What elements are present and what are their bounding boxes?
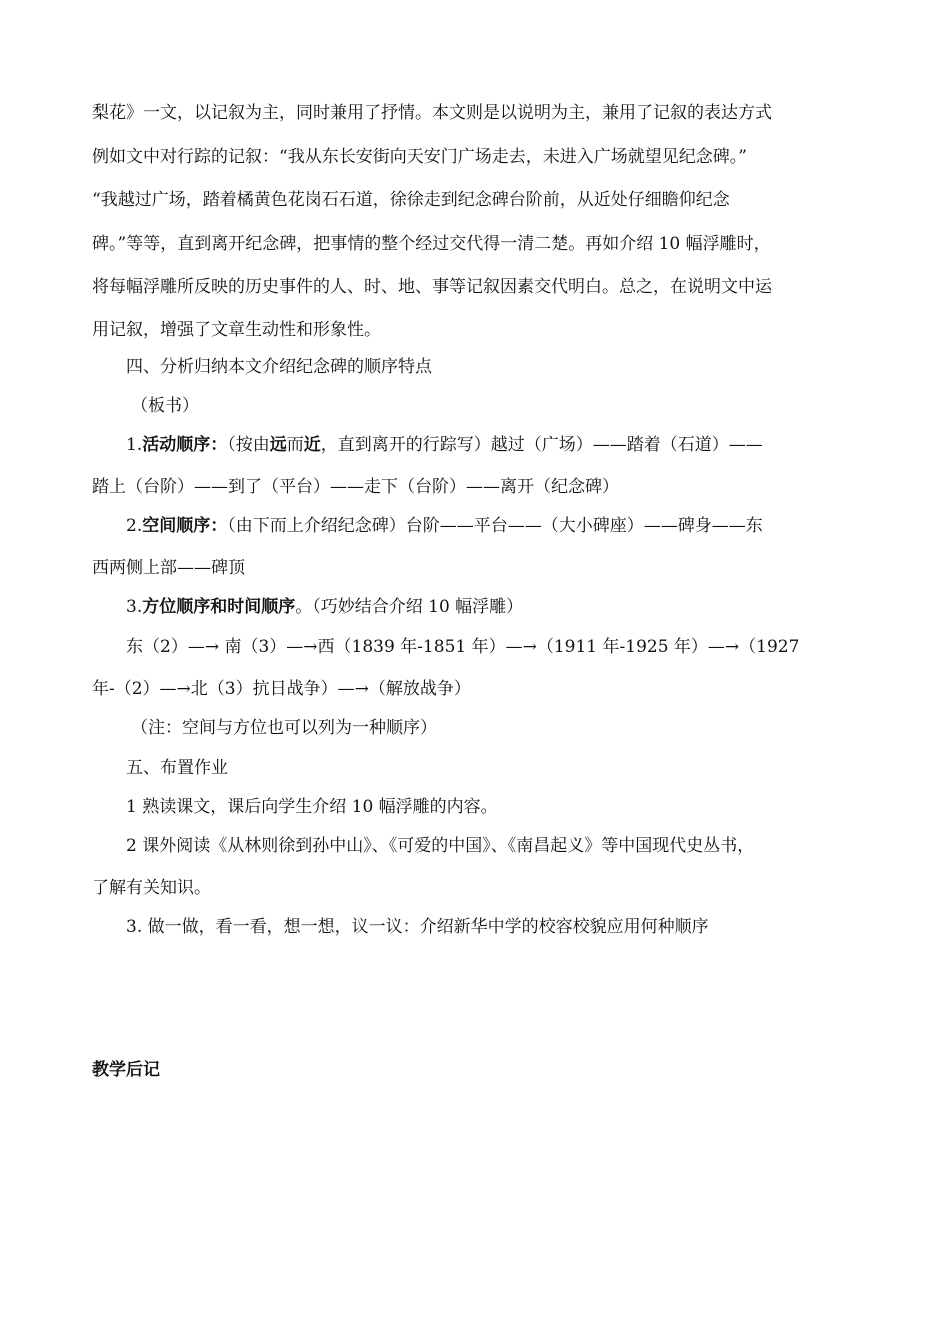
paragraph-line-3: “我越过广场，踏着橘黄色花岗石石道，徐徐走到纪念碑台阶前，从近处仔细瞻仰纪念 bbox=[92, 190, 730, 210]
item1-emph-far: 远 bbox=[269, 435, 287, 455]
item2-line bbox=[126, 515, 763, 537]
item1-line-2: 踏上（台阶）——到了（平台）——走下（台阶）——离开（纪念碑） bbox=[92, 477, 619, 497]
homework-2-line-2: 了解有关知识。 bbox=[92, 878, 211, 898]
item2-title: 空间顺序： bbox=[142, 516, 228, 536]
paragraph-line-4: 碑。”等等，直到离开纪念碑，把事情的整个经过交代得一清二楚。再如介绍 10 幅浮雕时， bbox=[92, 234, 771, 254]
afterword-title: 教学后记 bbox=[92, 1060, 160, 1080]
item2-line-2: 西两侧上部——碑顶 bbox=[92, 558, 245, 578]
section4-heading: 四、分析归纳本文介绍纪念碑的顺序特点 bbox=[126, 357, 432, 377]
item1-text-c: ，直到离开的行踪写）越过（广场）——踏着（石道）—— bbox=[320, 435, 763, 455]
homework-1: 1 熟读课文，课后向学生介绍 10 幅浮雕的内容。 bbox=[126, 797, 498, 817]
item3-text: 。（巧妙结合介绍 10 幅浮雕） bbox=[295, 597, 524, 617]
paragraph-line-5: 将每幅浮雕所反映的历史事件的人、时、地、事等记叙因素交代明白。总之，在说明文中运 bbox=[92, 277, 772, 297]
item1-line bbox=[126, 434, 763, 456]
item1-title: 活动顺序： bbox=[142, 435, 228, 455]
sequence-line-2: 年-（2）—→北（3）抗日战争）—→（解放战争） bbox=[92, 679, 471, 699]
paragraph-line-2: 例如文中对行踪的记叙：“我从东长安街向天安门广场走去，未进入广场就望见纪念碑。” bbox=[92, 147, 747, 167]
item1-emph-near: 近 bbox=[303, 435, 321, 455]
item1-text-a: （按由 bbox=[227, 435, 270, 455]
section5-heading: 五、布置作业 bbox=[126, 758, 228, 778]
item3-line bbox=[126, 596, 523, 618]
item2-text: （由下而上介绍纪念碑）台阶——平台——（大小碑座）——碑身——东 bbox=[227, 516, 763, 536]
item2-number: 2. bbox=[126, 516, 143, 536]
item3-title: 方位顺序和时间顺序 bbox=[142, 597, 296, 617]
note-line: （注：空间与方位也可以列为一种顺序） bbox=[131, 718, 437, 738]
item3-number: 3. bbox=[126, 597, 143, 617]
item1-text-b: 而 bbox=[286, 435, 304, 455]
board-label: （板书） bbox=[131, 396, 199, 416]
sequence-line-1: 东（2）—→ 南（3）—→西（1839 年-1851 年）—→（1911 年-1925 年）—→（1927 bbox=[126, 637, 800, 657]
item1-number: 1. bbox=[126, 435, 143, 455]
homework-3: 3. 做一做，看一看，想一想，议一议：介绍新华中学的校容校貌应用何种顺序 bbox=[126, 917, 709, 937]
paragraph-line-1: 梨花》一文，以记叙为主，同时兼用了抒情。本文则是以说明为主，兼用了记叙的表达方式 bbox=[92, 103, 772, 123]
paragraph-line-6: 用记叙，增强了文章生动性和形象性。 bbox=[92, 320, 381, 340]
homework-2-line-1: 2 课外阅读《从林则徐到孙中山》、《可爱的中国》、《南昌起义》等中国现代史丛书， bbox=[126, 836, 755, 856]
